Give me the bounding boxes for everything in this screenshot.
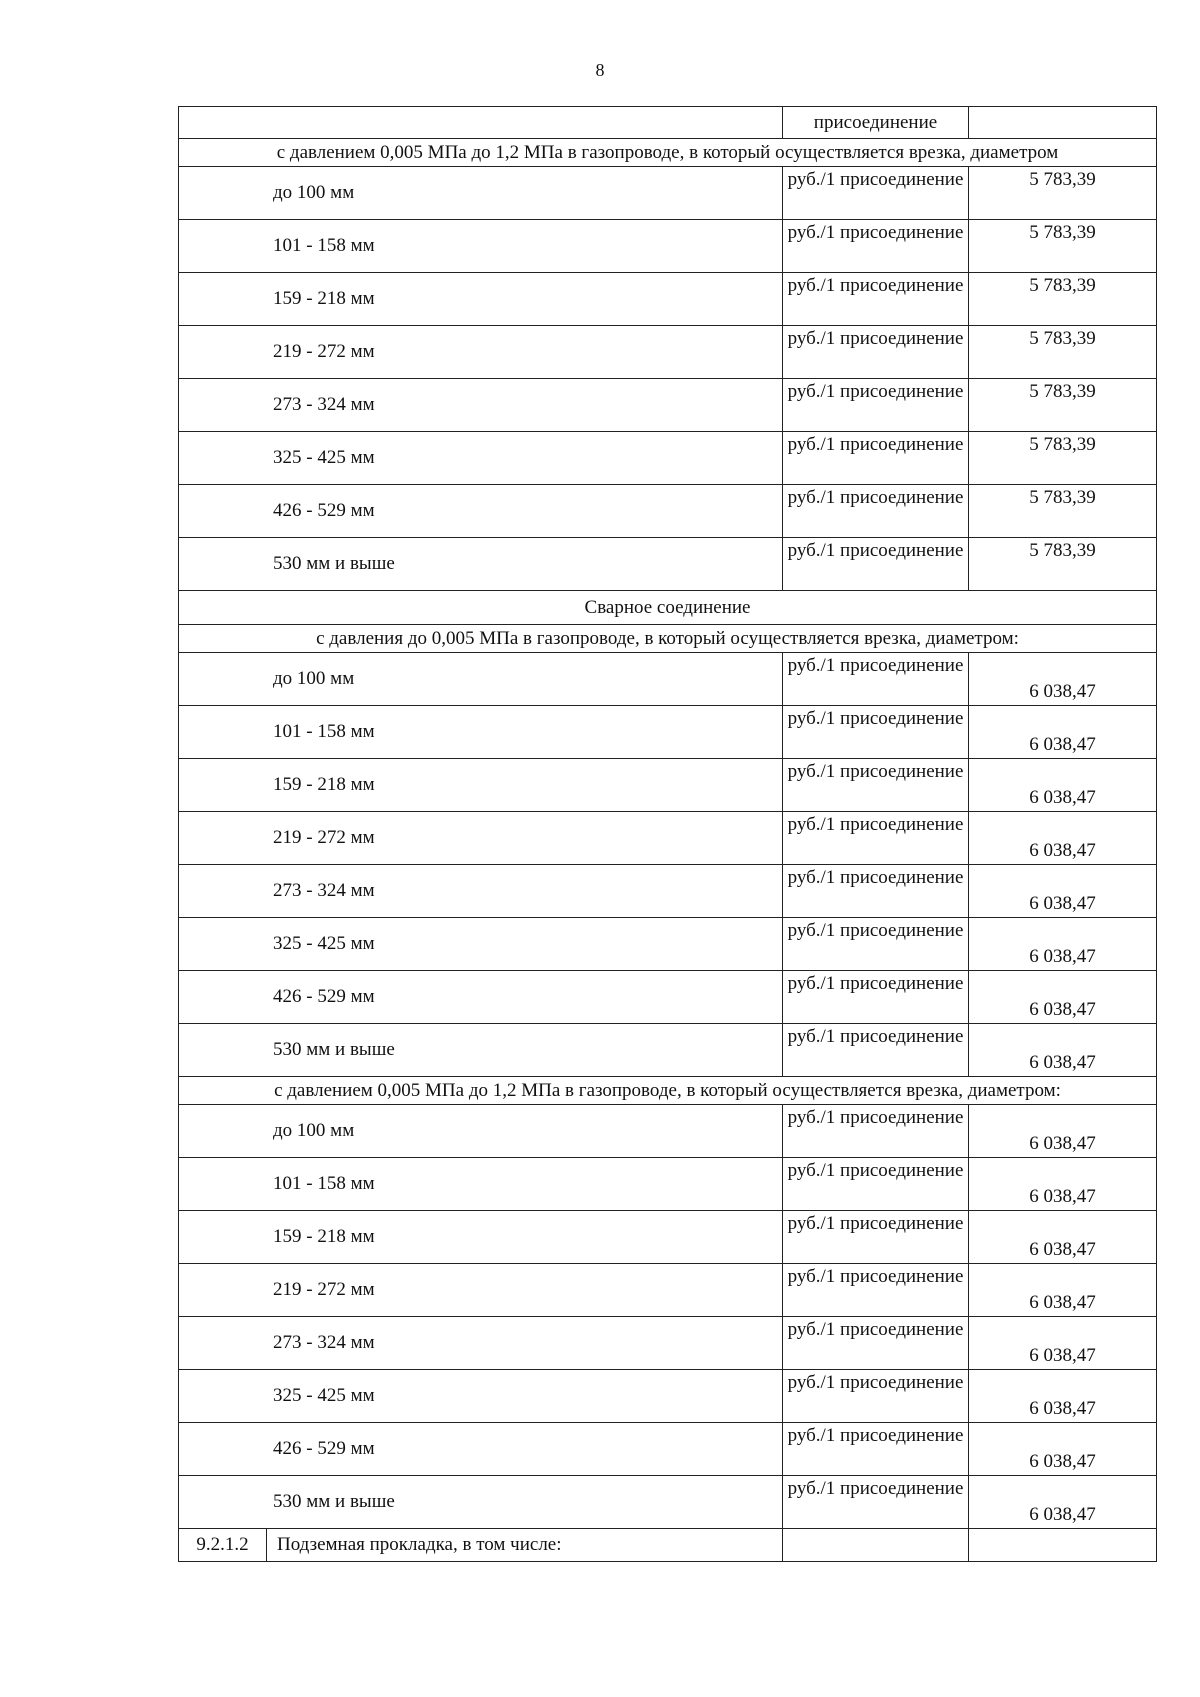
section-heading: с давлением 0,005 МПа до 1,2 МПа в газопроводе, в который осуществляется врезка, диаметром:: [179, 1077, 1157, 1105]
table-row: [179, 1317, 1157, 1370]
unit-cell: руб./1 присоединение: [783, 1264, 969, 1317]
table-row: [179, 865, 1157, 918]
unit-cell: руб./1 присоединение: [783, 1317, 969, 1370]
price-cell: 5 783,39: [969, 379, 1157, 432]
diameter-cell: 530 мм и выше: [179, 1024, 783, 1077]
table-row-item-9-2-1-2: [179, 1529, 1157, 1562]
diameter-cell: 426 - 529 мм: [179, 971, 783, 1024]
diameter-cell: 530 мм и выше: [179, 538, 783, 591]
table-row: [179, 918, 1157, 971]
price-cell: 5 783,39: [969, 538, 1157, 591]
diameter-cell: 219 - 272 мм: [179, 326, 783, 379]
price-cell: 5 783,39: [969, 167, 1157, 220]
table-row: [179, 1211, 1157, 1264]
unit-cell: руб./1 присоединение: [783, 326, 969, 379]
table-row: [179, 706, 1157, 759]
unit-cell: руб./1 присоединение: [783, 812, 969, 865]
unit-cell: руб./1 присоединение: [783, 865, 969, 918]
diameter-cell: до 100 мм: [179, 167, 783, 220]
diameter-cell: до 100 мм: [179, 1105, 783, 1158]
table-row: [179, 1264, 1157, 1317]
table-row: [179, 971, 1157, 1024]
table-row: [179, 759, 1157, 812]
price-cell: 5 783,39: [969, 432, 1157, 485]
value-cell: [969, 107, 1157, 139]
tariff-table: [178, 106, 1157, 1562]
item-name-cell: Подземная прокладка, в том числе:: [267, 1529, 783, 1562]
value-cell: [969, 1529, 1157, 1562]
unit-cell: руб./1 присоединение: [783, 1024, 969, 1077]
diameter-cell: 273 - 324 мм: [179, 379, 783, 432]
table-row: [179, 1024, 1157, 1077]
price-cell: 6 038,47: [969, 1024, 1157, 1077]
unit-cell: руб./1 присоединение: [783, 1105, 969, 1158]
section-heading-row: [179, 625, 1157, 653]
table-row: [179, 167, 1157, 220]
unit-cell: руб./1 присоединение: [783, 1423, 969, 1476]
table-row: [179, 273, 1157, 326]
unit-cell: руб./1 присоединение: [783, 379, 969, 432]
table-row: [179, 1105, 1157, 1158]
page-number: 8: [595, 60, 605, 80]
diameter-cell: 101 - 158 мм: [179, 1158, 783, 1211]
unit-cell: руб./1 присоединение: [783, 273, 969, 326]
diameter-cell: до 100 мм: [179, 653, 783, 706]
unit-cell: руб./1 присоединение: [783, 1158, 969, 1211]
price-cell: 6 038,47: [969, 1317, 1157, 1370]
item-number-cell: 9.2.1.2: [179, 1529, 267, 1562]
unit-cell: руб./1 присоединение: [783, 485, 969, 538]
table-row: [179, 485, 1157, 538]
unit-cell: руб./1 присоединение: [783, 1211, 969, 1264]
unit-cell: руб./1 присоединение: [783, 220, 969, 273]
table-row: [179, 812, 1157, 865]
diameter-cell: 325 - 425 мм: [179, 432, 783, 485]
table-row: [179, 1476, 1157, 1529]
price-cell: 6 038,47: [969, 1423, 1157, 1476]
price-cell: 6 038,47: [969, 918, 1157, 971]
diameter-cell: 530 мм и выше: [179, 1476, 783, 1529]
price-cell: 6 038,47: [969, 1476, 1157, 1529]
diameter-cell: 325 - 425 мм: [179, 1370, 783, 1423]
price-cell: 6 038,47: [969, 971, 1157, 1024]
unit-cell: руб./1 присоединение: [783, 538, 969, 591]
diameter-cell: 159 - 218 мм: [179, 759, 783, 812]
unit-cell: руб./1 присоединение: [783, 706, 969, 759]
diameter-cell: 219 - 272 мм: [179, 1264, 783, 1317]
section-title-row: [179, 591, 1157, 625]
diameter-cell: 273 - 324 мм: [179, 865, 783, 918]
price-cell: 6 038,47: [969, 759, 1157, 812]
diameter-cell: 101 - 158 мм: [179, 220, 783, 273]
table-row: [179, 432, 1157, 485]
price-cell: 6 038,47: [969, 1211, 1157, 1264]
diameter-cell: 219 - 272 мм: [179, 812, 783, 865]
table-row: [179, 538, 1157, 591]
diameter-cell: 426 - 529 мм: [179, 1423, 783, 1476]
section-heading: с давления до 0,005 МПа в газопроводе, в который осуществляется врезка, диаметром:: [179, 625, 1157, 653]
unit-cell: руб./1 присоединение: [783, 759, 969, 812]
table-row: [179, 1370, 1157, 1423]
unit-cell: присоединение: [783, 107, 969, 139]
price-cell: 5 783,39: [969, 220, 1157, 273]
price-cell: 6 038,47: [969, 1158, 1157, 1211]
price-cell: 6 038,47: [969, 1105, 1157, 1158]
unit-cell: руб./1 присоединение: [783, 167, 969, 220]
table-row: [179, 1158, 1157, 1211]
section-heading-row: [179, 1077, 1157, 1105]
unit-cell: руб./1 присоединение: [783, 1476, 969, 1529]
table-row: [179, 220, 1157, 273]
unit-cell: руб./1 присоединение: [783, 653, 969, 706]
section-heading: с давлением 0,005 МПа до 1,2 МПа в газопроводе, в который осуществляется врезка, диаметром: [179, 139, 1157, 167]
diameter-cell: 101 - 158 мм: [179, 706, 783, 759]
table-row: [179, 326, 1157, 379]
table-row-continued: [179, 107, 1157, 139]
price-cell: 6 038,47: [969, 812, 1157, 865]
tariff-table-body: [179, 107, 1157, 1562]
unit-cell: руб./1 присоединение: [783, 971, 969, 1024]
price-cell: 5 783,39: [969, 326, 1157, 379]
price-cell: 6 038,47: [969, 865, 1157, 918]
diameter-cell: 426 - 529 мм: [179, 485, 783, 538]
price-cell: 6 038,47: [969, 706, 1157, 759]
unit-cell: руб./1 присоединение: [783, 1370, 969, 1423]
diameter-cell: 273 - 324 мм: [179, 1317, 783, 1370]
unit-cell: руб./1 присоединение: [783, 918, 969, 971]
table-row: [179, 1423, 1157, 1476]
price-cell: 6 038,47: [969, 653, 1157, 706]
continued-name-cell: [179, 107, 783, 139]
table-row: [179, 653, 1157, 706]
section-title: Сварное соединение: [179, 591, 1157, 625]
price-cell: 5 783,39: [969, 273, 1157, 326]
unit-cell: [783, 1529, 969, 1562]
diameter-cell: 325 - 425 мм: [179, 918, 783, 971]
unit-cell: руб./1 присоединение: [783, 432, 969, 485]
price-cell: 6 038,47: [969, 1264, 1157, 1317]
table-row: [179, 379, 1157, 432]
diameter-cell: 159 - 218 мм: [179, 273, 783, 326]
section-heading-row: [179, 139, 1157, 167]
diameter-cell: 159 - 218 мм: [179, 1211, 783, 1264]
price-cell: 6 038,47: [969, 1370, 1157, 1423]
price-cell: 5 783,39: [969, 485, 1157, 538]
